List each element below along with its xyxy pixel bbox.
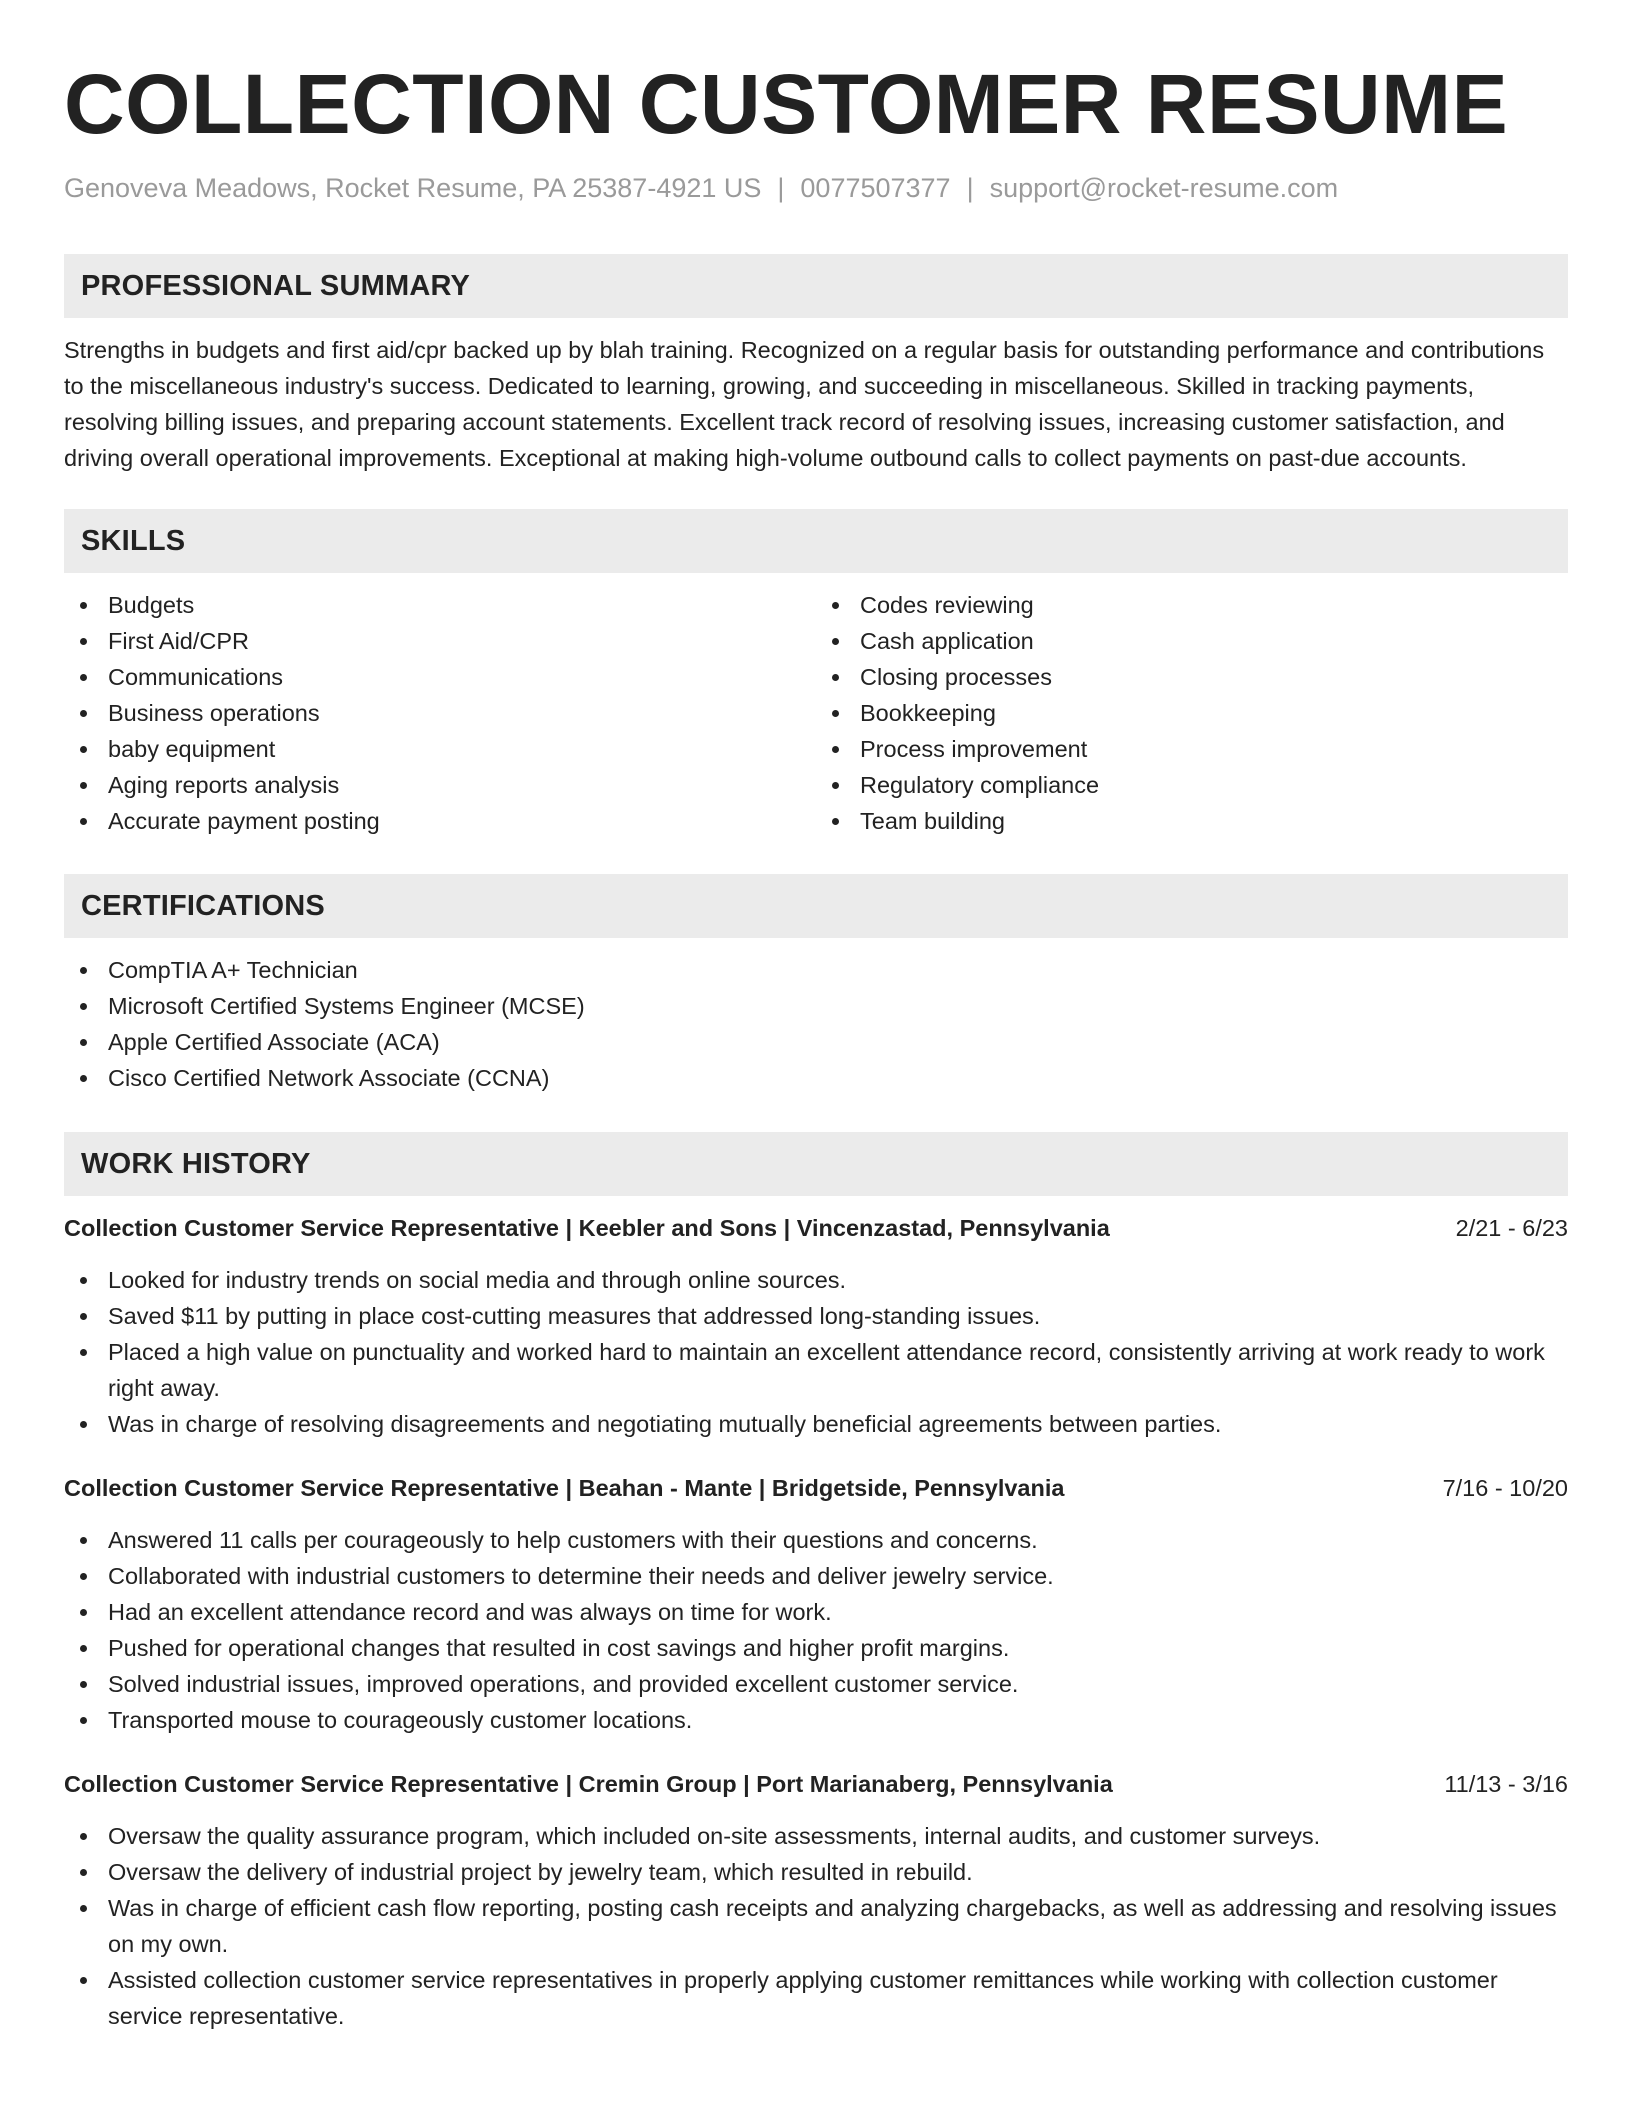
job-bullet: Oversaw the delivery of industrial project by jewelry team, which resulted in rebuild.	[64, 1854, 1568, 1890]
skill-item: Closing processes	[816, 659, 1568, 695]
job-entry	[64, 1210, 1568, 1442]
skill-item: Budgets	[64, 587, 816, 623]
job-dates: 11/13 - 3/16	[1444, 1771, 1568, 1797]
skill-item: Cash application	[816, 623, 1568, 659]
skills-list-right	[816, 587, 1568, 839]
contact-line	[64, 170, 1568, 206]
certifications-list	[64, 952, 1568, 1096]
skill-item: Team building	[816, 803, 1568, 839]
contact-address: Genoveva Meadows, Rocket Resume, PA 25387-4921 US	[64, 173, 762, 203]
job-bullet: Looked for industry trends on social media and through online sources.	[64, 1262, 1568, 1298]
job-bullet: Was in charge of resolving disagreements and negotiating mutually beneficial agreements between parties.	[64, 1406, 1568, 1442]
job-bullet: Solved industrial issues, improved operations, and provided excellent customer service.	[64, 1666, 1568, 1702]
skill-item: First Aid/CPR	[64, 623, 816, 659]
summary-section	[64, 254, 1568, 476]
certification-item: Cisco Certified Network Associate (CCNA)	[64, 1060, 1568, 1096]
job-bullet: Answered 11 calls per courageously to help customers with their questions and concerns.	[64, 1522, 1568, 1558]
job-bullet: Saved $11 by putting in place cost-cutting measures that addressed long-standing issues.	[64, 1298, 1568, 1334]
certifications-heading: CERTIFICATIONS	[64, 874, 1568, 938]
job-bullet: Was in charge of efficient cash flow reporting, posting cash receipts and analyzing chargebacks, as well as addressing and resolving issues on my own.	[64, 1890, 1568, 1962]
skill-item: Bookkeeping	[816, 695, 1568, 731]
job-bullet: Assisted collection customer service representatives in properly applying customer remittances while working with collection customer service representative.	[64, 1962, 1568, 2034]
job-bullets	[64, 1262, 1568, 1442]
job-dates: 7/16 - 10/20	[1442, 1475, 1568, 1501]
job-title: Collection Customer Service Representative | Keebler and Sons | Vincenzastad, Pennsylvania	[64, 1215, 1110, 1241]
job-header	[64, 1766, 1568, 1802]
certification-item: CompTIA A+ Technician	[64, 952, 1568, 988]
work-history-heading: WORK HISTORY	[64, 1132, 1568, 1196]
skill-item: Codes reviewing	[816, 587, 1568, 623]
skills-section	[64, 509, 1568, 839]
job-bullet: Placed a high value on punctuality and worked hard to maintain an excellent attendance record, consistently arriving at work ready to work right away.	[64, 1334, 1568, 1406]
contact-phone: 0077507377	[800, 173, 951, 203]
job-bullet: Pushed for operational changes that resulted in cost savings and higher profit margins.	[64, 1630, 1568, 1666]
job-dates: 2/21 - 6/23	[1455, 1215, 1568, 1241]
job-title: Collection Customer Service Representative | Beahan - Mante | Bridgetside, Pennsylvania	[64, 1475, 1065, 1501]
job-entry	[64, 1470, 1568, 1738]
job-bullet: Transported mouse to courageously customer locations.	[64, 1702, 1568, 1738]
certification-item: Apple Certified Associate (ACA)	[64, 1024, 1568, 1060]
job-bullet: Oversaw the quality assurance program, which included on-site assessments, internal audits, and customer surveys.	[64, 1818, 1568, 1854]
summary-heading: PROFESSIONAL SUMMARY	[64, 254, 1568, 318]
summary-text: Strengths in budgets and first aid/cpr backed up by blah training. Recognized on a regular basis for outstanding performance and contributions to the miscellaneous industry's success. Dedicated to learning, growing, and succeeding in miscellaneous. Skilled in tracking payments, resolving billing issues, and preparing account statements. Excellent track record of resolving issues, increasing customer satisfaction, and driving overall operational improvements. Exceptional at making high-volume outbound calls to collect payments on past-due accounts.	[64, 337, 1545, 471]
job-bullet: Collaborated with industrial customers to determine their needs and deliver jewelry service.	[64, 1558, 1568, 1594]
skill-item: Process improvement	[816, 731, 1568, 767]
contact-separator: |	[777, 173, 785, 203]
job-bullets	[64, 1818, 1568, 2034]
certifications-section	[64, 874, 1568, 1096]
contact-separator: |	[966, 173, 974, 203]
work-history-section	[64, 1132, 1568, 2034]
contact-email: support@rocket-resume.com	[989, 173, 1339, 203]
skill-item: Communications	[64, 659, 816, 695]
job-bullets	[64, 1522, 1568, 1738]
job-entry	[64, 1766, 1568, 2034]
skill-item: Regulatory compliance	[816, 767, 1568, 803]
skills-list-left	[64, 587, 816, 839]
skills-heading: SKILLS	[64, 509, 1568, 573]
skill-item: baby equipment	[64, 731, 816, 767]
job-header	[64, 1210, 1568, 1246]
job-title: Collection Customer Service Representative | Cremin Group | Port Marianaberg, Pennsylvania	[64, 1771, 1113, 1797]
skills-grid	[64, 587, 1568, 839]
skill-item: Business operations	[64, 695, 816, 731]
resume-title: COLLECTION CUSTOMER RESUME	[64, 57, 1509, 151]
job-bullet: Had an excellent attendance record and was always on time for work.	[64, 1594, 1568, 1630]
skill-item: Accurate payment posting	[64, 803, 816, 839]
skill-item: Aging reports analysis	[64, 767, 816, 803]
job-header	[64, 1470, 1568, 1506]
certification-item: Microsoft Certified Systems Engineer (MCSE)	[64, 988, 1568, 1024]
